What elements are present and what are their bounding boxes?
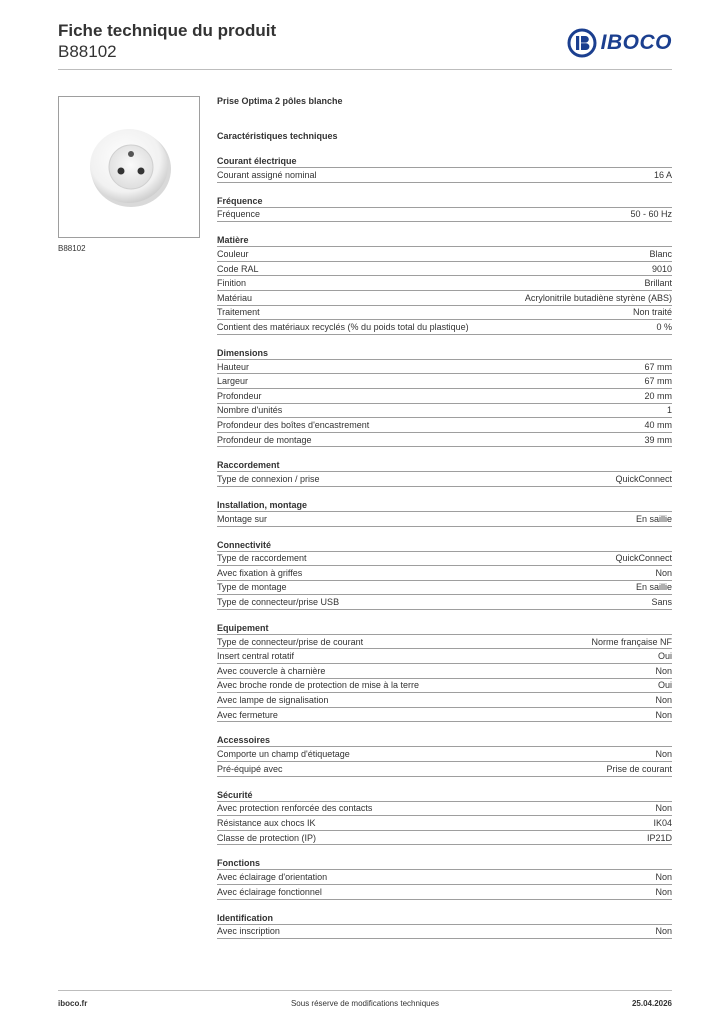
spec-value: Prise de courant [606,763,672,774]
spec-value: Non [655,665,672,676]
spec-row [217,291,672,306]
spec-row [217,747,672,762]
spec-row [217,831,672,846]
spec-section [217,459,672,487]
tech-specs-title: Caractéristiques techniques [217,131,338,141]
spec-label: Pré-équipé avec [217,763,283,774]
spec-value: 39 mm [644,434,672,445]
section-title: Raccordement [217,459,672,472]
spec-value: Non [655,709,672,720]
spec-value: QuickConnect [615,553,672,564]
product-name: Prise Optima 2 pôles blanche [217,96,343,106]
spec-sections [217,155,672,939]
spec-content [217,96,672,939]
spec-value: QuickConnect [615,474,672,485]
section-title: Dimensions [217,347,672,360]
footer-website: iboco.fr [58,999,88,1008]
spec-section [217,622,672,723]
spec-row [217,552,672,567]
spec-row [217,802,672,817]
spec-label: Type de montage [217,582,287,593]
spec-row [217,512,672,527]
spec-row [217,262,672,277]
spec-value: Non [655,872,672,883]
spec-row [217,320,672,335]
spec-label: Hauteur [217,361,250,372]
spec-value: Sans [651,597,672,608]
spec-label: Avec protection renforcée des contacts [217,803,373,814]
socket-outlet-icon [59,97,199,237]
spec-row [217,247,672,262]
spec-label: Avec fixation à griffes [217,567,303,578]
spec-value: 20 mm [644,390,672,401]
photo-caption: B88102 [58,244,86,253]
spec-label: Résistance aux chocs IK [217,818,316,829]
spec-row [217,635,672,650]
spec-row [217,566,672,581]
spec-label: Nombre d'unités [217,405,283,416]
spec-value: 1 [666,405,672,416]
footer-date: 25.04.2026 [631,999,672,1008]
section-title: Equipement [217,622,672,635]
spec-row [217,360,672,375]
spec-row [217,925,672,940]
brand-logo [567,27,672,59]
iboco-logo-icon [567,28,597,58]
spec-row [217,418,672,433]
spec-row [217,885,672,900]
page-header [58,21,672,70]
spec-section [217,155,672,183]
spec-value: Non [655,567,672,578]
spec-row [217,306,672,321]
section-title: Identification [217,912,672,925]
spec-label: Montage sur [217,513,268,524]
spec-row [217,581,672,596]
spec-section [217,789,672,846]
footer-disclaimer: Sous réserve de modifications techniques [290,999,440,1008]
product-photo [58,96,200,238]
spec-section [217,857,672,899]
spec-value: Non traité [632,307,672,318]
spec-section [217,195,672,223]
spec-value: Non [655,803,672,814]
spec-section [217,734,672,776]
spec-label: Largeur [217,376,249,387]
spec-value: En saillie [635,513,672,524]
spec-label: Classe de protection (IP) [217,832,317,843]
spec-row [217,816,672,831]
spec-value: IK04 [653,818,672,829]
spec-value: Non [655,886,672,897]
spec-label: Profondeur de montage [217,434,312,445]
section-title: Fonctions [217,857,672,870]
spec-section [217,499,672,527]
spec-section [217,539,672,610]
spec-row [217,679,672,694]
spec-label: Profondeur [217,390,262,401]
spec-row [217,595,672,610]
spec-value: 67 mm [644,376,672,387]
spec-value: Oui [657,651,672,662]
spec-label: Insert central rotatif [217,651,295,662]
spec-label: Type de connecteur/prise de courant [217,636,364,647]
product-reference: B88102 [58,42,117,61]
spec-row [217,472,672,487]
spec-label: Avec couvercle à charnière [217,665,326,676]
spec-label: Avec éclairage d'orientation [217,872,328,883]
section-title: Fréquence [217,195,672,208]
spec-section [217,234,672,335]
spec-value: Oui [657,680,672,691]
spec-section [217,912,672,940]
spec-label: Avec fermeture [217,709,278,720]
spec-label: Type de connecteur/prise USB [217,597,340,608]
spec-value: Non [655,749,672,760]
spec-label: Couleur [217,248,249,259]
page-footer [58,990,672,1011]
spec-row [217,374,672,389]
spec-row [217,693,672,708]
spec-label: Profondeur des boîtes d'encastrement [217,419,370,430]
spec-label: Avec inscription [217,926,280,937]
spec-value: 50 - 60 Hz [630,209,672,220]
spec-value: 67 mm [644,361,672,372]
spec-label: Avec broche ronde de protection de mise à la terre [217,680,419,691]
spec-label: Traitement [217,307,260,318]
spec-label: Matériau [217,292,253,303]
spec-label: Comporte un champ d'étiquetage [217,749,350,760]
section-title: Accessoires [217,734,672,747]
section-title: Matière [217,234,672,247]
spec-value: Acrylonitrile butadiène styrène (ABS) [524,292,672,303]
logo-text: IBOCO [600,31,672,54]
spec-label: Finition [217,278,247,289]
spec-value: Brillant [644,278,672,289]
spec-value: 40 mm [644,419,672,430]
spec-value: Blanc [649,248,672,259]
spec-label: Avec lampe de signalisation [217,695,329,706]
spec-row [217,762,672,777]
spec-row [217,870,672,885]
spec-value: 16 A [653,169,672,180]
section-title: Connectivité [217,539,672,552]
spec-label: Courant assigné nominal [217,169,317,180]
spec-row [217,389,672,404]
section-title: Courant électrique [217,155,672,168]
page-title: Fiche technique du produit [58,21,277,40]
spec-value: IP21D [646,832,672,843]
spec-row [217,276,672,291]
spec-value: 0 % [656,321,672,332]
spec-value: Norme française NF [591,636,672,647]
spec-label: Type de raccordement [217,553,307,564]
spec-label: Avec éclairage fonctionnel [217,886,322,897]
section-title: Sécurité [217,789,672,802]
spec-value: Non [655,695,672,706]
spec-section [217,347,672,448]
section-title: Installation, montage [217,499,672,512]
spec-row [217,433,672,448]
spec-label: Fréquence [217,209,261,220]
spec-row [217,708,672,723]
spec-value: Non [655,926,672,937]
spec-value: En saillie [635,582,672,593]
spec-row [217,664,672,679]
spec-label: Type de connexion / prise [217,474,320,485]
spec-row [217,208,672,223]
spec-row [217,168,672,183]
spec-value: 9010 [651,263,672,274]
spec-row [217,649,672,664]
spec-row [217,404,672,419]
spec-label: Code RAL [217,263,259,274]
spec-label: Contient des matériaux recyclés (% du poids total du plastique) [217,321,469,332]
